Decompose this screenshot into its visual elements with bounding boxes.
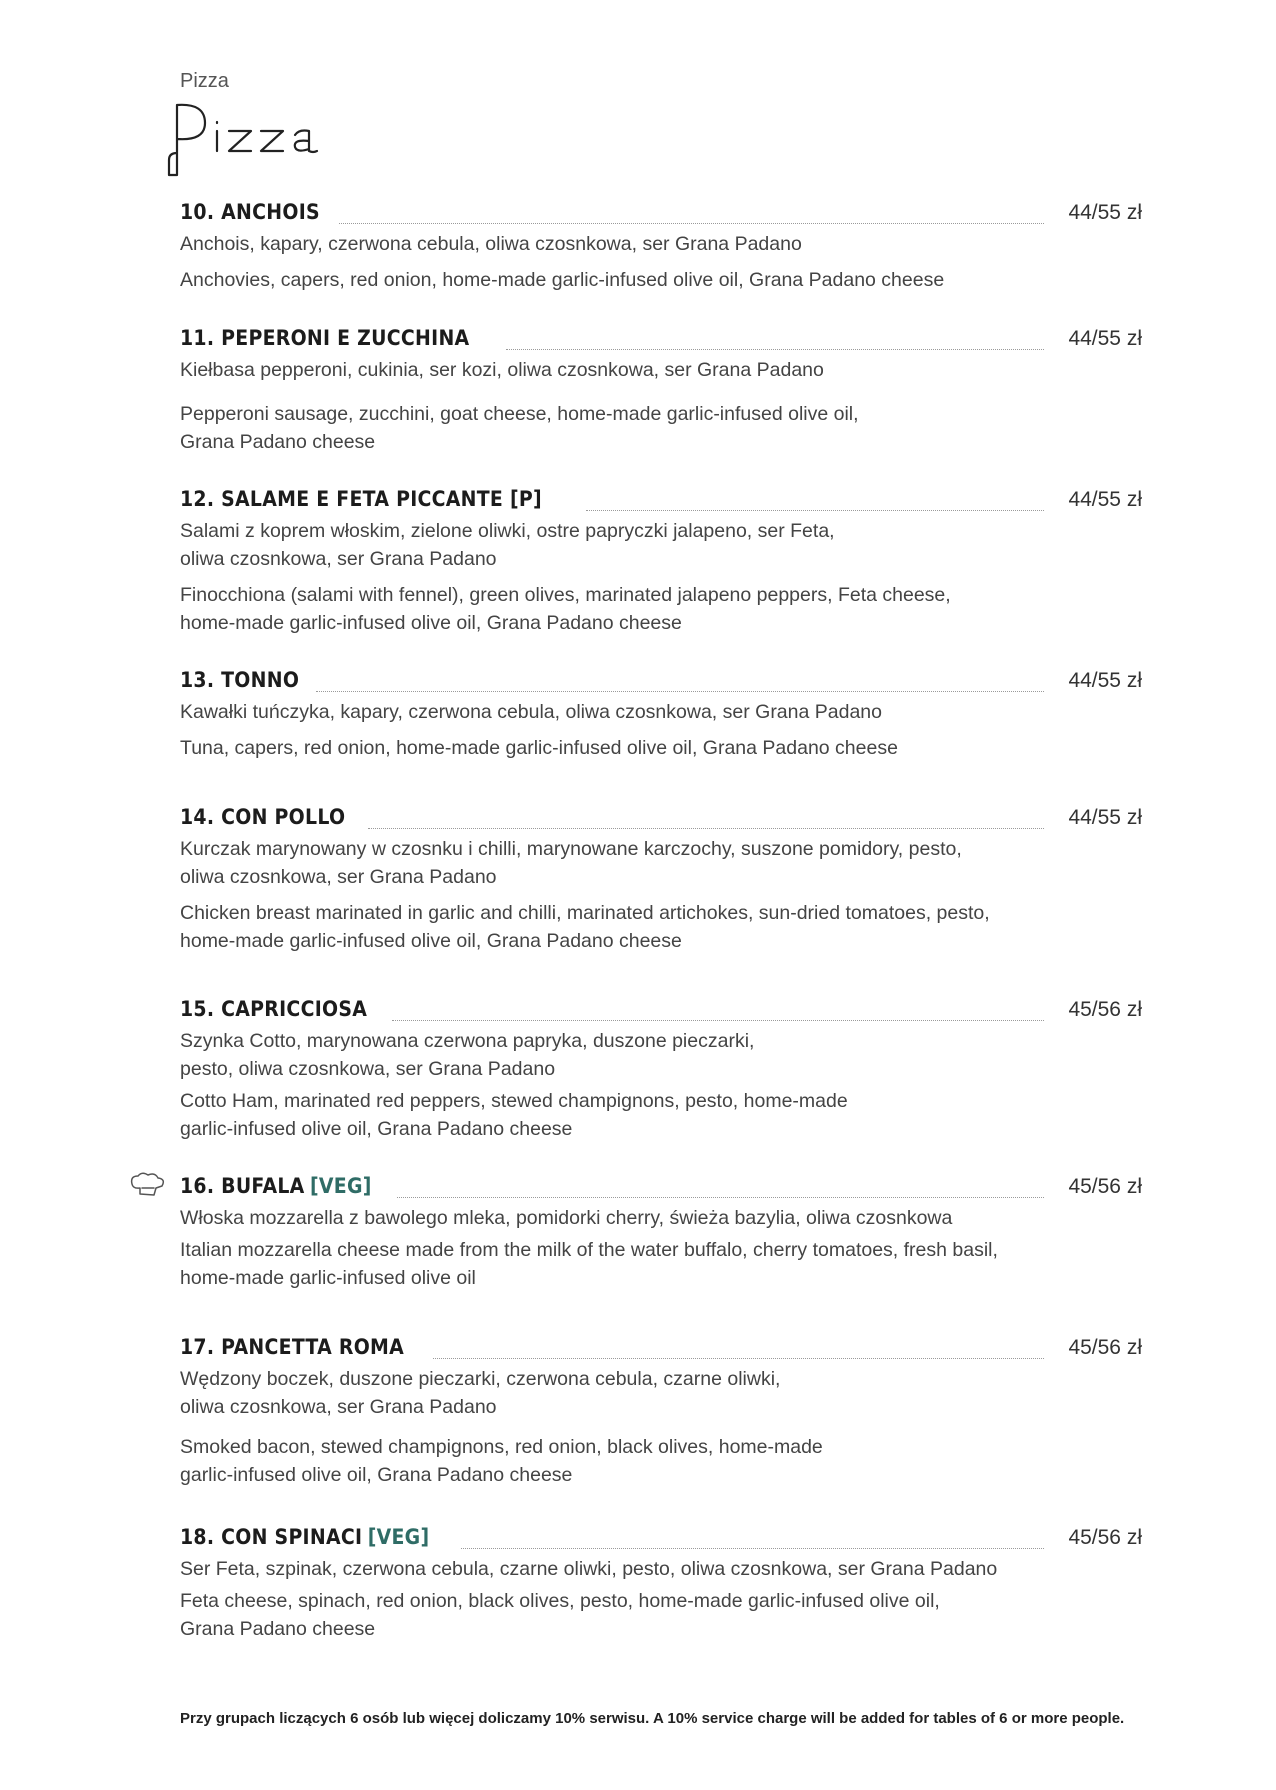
item-name: 15. CAPRICCIOSA [180, 997, 368, 1021]
item-description-en: Finocchiona (salami with fennel), green olives, marinated jalapeno peppers, Feta cheese, home-made garlic-infused olive oil, Grana Padano cheese [180, 584, 951, 634]
item-name-text: 16. BUFALA [180, 1174, 305, 1198]
item-price: 44/55 zł [1068, 201, 1142, 224]
item-description-en: Anchovies, capers, red onion, home-made garlic-infused olive oil, Grana Padano cheese [180, 269, 945, 291]
item-description-en: Tuna, capers, red onion, home-made garlic-infused olive oil, Grana Padano cheese [180, 737, 898, 759]
menu-item-capricciosa [180, 997, 1142, 1143]
veg-badge: [VEG] [309, 1174, 372, 1198]
dotted-leader [433, 1357, 1044, 1359]
dotted-leader [316, 690, 1044, 692]
item-description-pl: Anchois, kapary, czerwona cebula, oliwa czosnkowa, ser Grana Padano [180, 233, 802, 255]
veg-badge: [VEG] [367, 1525, 430, 1549]
item-description-en: Pepperoni sausage, zucchini, goat cheese, home-made garlic-infused olive oil, Grana Padano cheese [180, 403, 859, 453]
service-charge-note: Przy grupach liczących 6 osób lub więcej doliczamy 10% serwisu. A 10% service charge will be added for tables of 6 or more people. [180, 1710, 1125, 1727]
item-name: 14. CON POLLO [180, 805, 346, 829]
menu-item-con-spinaci [180, 1525, 1142, 1643]
menu-item-anchois [180, 200, 1142, 294]
dotted-leader [339, 222, 1044, 224]
item-description-en: Feta cheese, spinach, red onion, black olives, pesto, home-made garlic-infused olive oil, Grana Padano cheese [180, 1590, 940, 1640]
menu-item-pancetta-roma [180, 1335, 1142, 1489]
item-price: 45/56 zł [1068, 1175, 1142, 1198]
dotted-leader [506, 348, 1044, 350]
item-name [180, 1174, 372, 1198]
item-price: 44/55 zł [1068, 806, 1142, 829]
item-name: 17. PANCETTA ROMA [180, 1335, 405, 1359]
item-price: 45/56 zł [1068, 1336, 1142, 1359]
dotted-leader [368, 827, 1044, 829]
item-description-pl: Ser Feta, szpinak, czerwona cebula, czarne oliwki, pesto, oliwa czosnkowa, ser Grana Padano [180, 1558, 998, 1580]
item-description-pl: Włoska mozzarella z bawolego mleka, pomidorki cherry, świeża bazylia, oliwa czosnkowa [180, 1207, 953, 1229]
item-description-pl: Szynka Cotto, marynowana czerwona papryka, duszone pieczarki, pesto, oliwa czosnkowa, ser Grana Padano [180, 1030, 755, 1080]
item-description-pl: Salami z koprem włoskim, zielone oliwki, ostre papryczki jalapeno, ser Feta, oliwa czosnkowa, ser Grana Padano [180, 520, 835, 570]
dotted-leader [461, 1547, 1044, 1549]
menu-item-salame-e-feta-piccante [180, 487, 1142, 637]
dotted-leader [392, 1019, 1044, 1021]
item-description-pl: Kurczak marynowany w czosnku i chilli, marynowane karczochy, suszone pomidory, pesto, oliwa czosnkowa, ser Grana Padano [180, 838, 962, 888]
item-name: 13. TONNO [180, 668, 300, 692]
item-name: 11. PEPERONI E ZUCCHINA [180, 326, 470, 350]
item-description-pl: Kawałki tuńczyka, kapary, czerwona cebula, oliwa czosnkowa, ser Grana Padano [180, 701, 882, 723]
item-description-pl: Kiełbasa pepperoni, cukinia, ser kozi, oliwa czosnkowa, ser Grana Padano [180, 359, 824, 381]
item-name: 12. SALAME E FETA PICCANTE [P] [180, 487, 542, 511]
item-price: 45/56 zł [1068, 1526, 1142, 1549]
chef-hat-icon [128, 1170, 168, 1198]
item-description-en: Smoked bacon, stewed champignons, red onion, black olives, home-made garlic-infused olive oil, Grana Padano cheese [180, 1436, 823, 1486]
item-price: 44/55 zł [1068, 669, 1142, 692]
item-price: 44/55 zł [1068, 327, 1142, 350]
section-label: Pizza [180, 70, 229, 92]
item-description-en: Italian mozzarella cheese made from the milk of the water buffalo, cherry tomatoes, fresh basil, home-made garlic-infused olive oil [180, 1239, 998, 1289]
script-title-logo [165, 95, 365, 185]
menu-item-peperoni-e-zucchina [180, 326, 1142, 456]
item-price: 44/55 zł [1068, 488, 1142, 511]
menu-item-con-pollo [180, 805, 1142, 955]
item-description-pl: Wędzony boczek, duszone pieczarki, czerwona cebula, czarne oliwki, oliwa czosnkowa, ser Grana Padano [180, 1368, 781, 1418]
item-name: 10. ANCHOIS [180, 200, 320, 224]
item-name [180, 1525, 429, 1549]
item-description-en: Chicken breast marinated in garlic and chilli, marinated artichokes, sun-dried tomatoes, pesto, home-made garlic-infused olive oil, Grana Padano cheese [180, 902, 990, 952]
item-description-en: Cotto Ham, marinated red peppers, stewed champignons, pesto, home-made garlic-infused olive oil, Grana Padano cheese [180, 1090, 848, 1140]
menu-item-tonno [180, 668, 1142, 762]
item-price: 45/56 zł [1068, 998, 1142, 1021]
menu-item-bufala [180, 1174, 1142, 1292]
item-name-text: 18. CON SPINACI [180, 1525, 363, 1549]
dotted-leader [586, 509, 1044, 511]
dotted-leader [397, 1196, 1044, 1198]
